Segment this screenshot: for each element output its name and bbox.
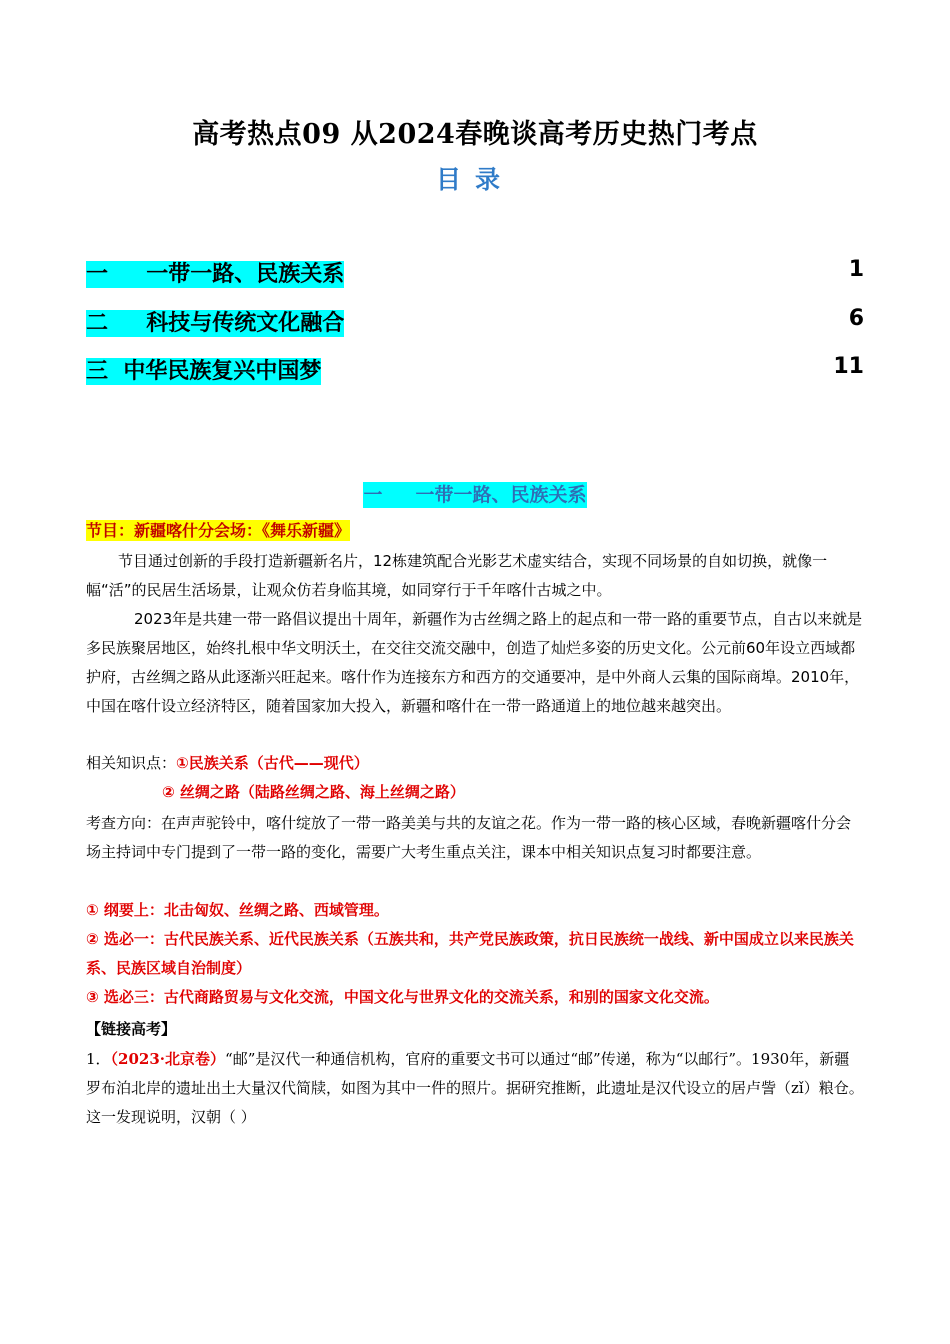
toc-item-label: 三 中华民族复兴中国梦: [86, 359, 322, 384]
program-title-text: 节目：新疆喀什分会场：《舞乐新疆》: [86, 521, 351, 540]
toc-item-label: 一 一带一路、民族关系: [86, 262, 345, 287]
question-number: 1．: [86, 1050, 111, 1068]
question-1: [86, 1045, 864, 1132]
document-title: 高考热点09 从2024春晚谈高考历史热门考点: [192, 119, 758, 150]
exam-direction: 考查方向：在声声驼铃中，喀什绽放了一带一路美美与共的友谊之花。作为一带一路的核心区域，春晚新疆喀什分会场主持词中专门提到了一带一路的变化，需要广大考生重点关注，课本中相关知识点复习时都要注意。: [86, 814, 852, 861]
toc-item[interactable]: [86, 354, 864, 384]
toc-item[interactable]: [86, 306, 864, 336]
question-text: “邮”是汉代一种通信机构，官府的重要文书可以通过“邮”传递，称为“以邮行”。1930年，新疆罗布泊北岸的遗址出土大量汉代简牍，如图为其中一件的照片。据研究推断，此遗址是汉代设立的居卢訾（zǐ）粮仓。这一发现说明，汉朝（ ）: [86, 1050, 864, 1126]
toc-item-label: 二 科技与传统文化融合: [86, 311, 345, 336]
section-heading-text: 一 一带一路、民族关系: [363, 484, 587, 506]
knowledge-label: 相关知识点：: [86, 754, 177, 772]
question-source: （2023·北京卷）: [110, 1050, 226, 1068]
toc-item[interactable]: [86, 257, 864, 287]
toc-item-page: 6: [848, 306, 864, 331]
program-title: [86, 518, 350, 541]
paragraph-background: 2023年是共建一带一路倡议提出十周年，新疆作为古丝绸之路上的起点和一带一路的重要节点，自古以来就是多民族聚居地区，始终扎根中华文明沃土，在交往交流交融中，创造了灿烂多姿的历史文化。公元前60年设立西域都护府，古丝绸之路从此逐渐兴旺起来。喀什作为连接东方和西方的交通要冲，是中外商人云集的国际商埠。2010年，中国在喀什设立经济特区，随着国家加大投入，新疆和喀什在一带一路通道上的地位越来越突出。: [86, 610, 863, 715]
syllabus-point-1: ① 纲要上：北击匈奴、丝绸之路、西域管理。: [86, 901, 389, 919]
knowledge-line-2: [162, 781, 465, 802]
section-heading: [0, 480, 950, 507]
paragraph-intro: 节目通过创新的手段打造新疆新名片，12栋建筑配合光影艺术虚实结合，实现不同场景的自如切换，就像一幅“活”的民居生活场景，让观众仿若身临其境，如同穿行于千年喀什古城之中。: [86, 552, 828, 599]
toc-item-page: 11: [833, 354, 864, 379]
knowledge-point-1: ①民族关系（古代——现代）: [176, 754, 369, 772]
knowledge-point-2: ② 丝绸之路（陆路丝绸之路、海上丝绸之路）: [162, 783, 465, 801]
syllabus-point-3: ③ 选必三：古代商路贸易与文化交流，中国文化与世界文化的交流关系，和别的国家文化交流。: [86, 988, 719, 1006]
link-heading: 【链接高考】: [86, 1020, 177, 1038]
syllabus-point-2: ② 选必一：古代民族关系、近代民族关系（五族共和，共产党民族政策，抗日民族统一战线、新中国成立以来民族关系、民族区域自治制度）: [86, 930, 854, 977]
knowledge-line-1: [86, 752, 369, 773]
toc-heading: 目录: [435, 165, 514, 194]
toc-item-page: 1: [848, 257, 864, 282]
